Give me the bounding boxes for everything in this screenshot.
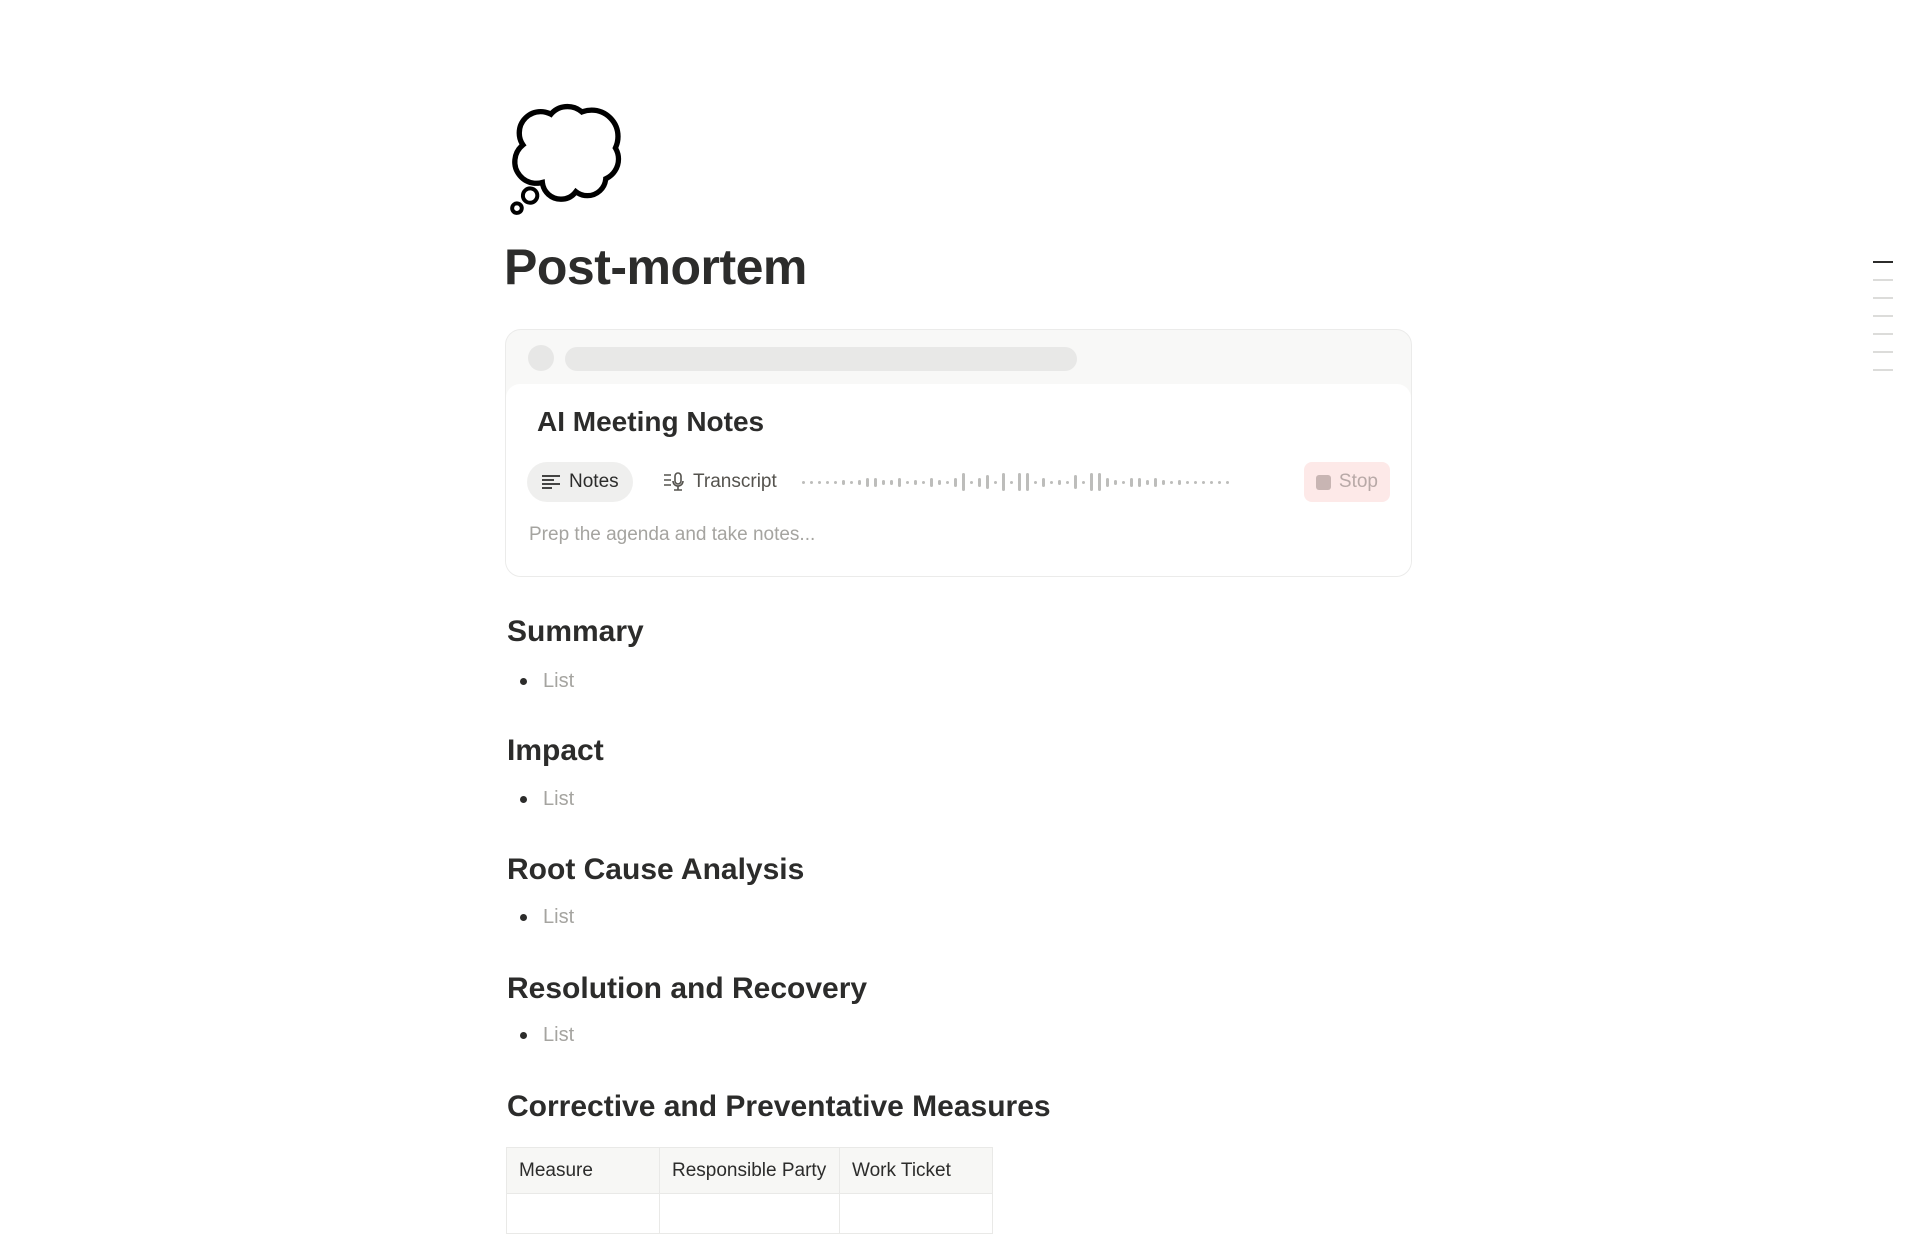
bullet-icon: [520, 678, 527, 685]
waveform-bar: [962, 473, 965, 491]
waveform-bar: [1186, 481, 1189, 484]
measures-table: [506, 1147, 993, 1234]
waveform-bar: [1130, 478, 1133, 487]
waveform-bar: [810, 481, 813, 484]
waveform-bar: [1034, 481, 1037, 484]
waveform-bar: [1106, 478, 1109, 487]
column-header[interactable]: Responsible Party: [660, 1148, 840, 1194]
waveform-bar: [970, 481, 973, 484]
waveform-bar: [1178, 480, 1181, 485]
waveform-bar: [1154, 478, 1157, 487]
heading-summary[interactable]: Summary: [507, 615, 644, 648]
waveform-bar: [1066, 481, 1069, 484]
heading-resolution[interactable]: Resolution and Recovery: [507, 972, 868, 1005]
bullet-icon: [520, 914, 527, 921]
list-text: List: [543, 670, 575, 692]
waveform-bar: [986, 475, 989, 489]
tab-label: Notes: [569, 471, 619, 492]
table-cell[interactable]: [660, 1194, 840, 1234]
bullet-icon: [520, 796, 527, 803]
waveform-bar: [954, 478, 957, 487]
bullet-icon: [520, 1032, 527, 1039]
notes-input[interactable]: Prep the agenda and take notes...: [529, 524, 816, 545]
waveform-bar: [1074, 475, 1077, 489]
waveform-bar: [1218, 481, 1221, 484]
tab-transcript[interactable]: [649, 462, 791, 502]
column-header[interactable]: Work Ticket: [840, 1148, 993, 1194]
waveform-bar: [946, 481, 949, 484]
waveform-bar: [874, 478, 877, 487]
waveform-bar: [1058, 480, 1061, 485]
waveform-bar: [1050, 481, 1053, 484]
audio-waveform: [802, 470, 1229, 494]
waveform-bar: [1090, 473, 1093, 491]
waveform-bar: [922, 481, 925, 484]
waveform-bar: [850, 481, 853, 484]
waveform-bar: [1146, 480, 1149, 485]
page-icon[interactable]: 💭: [506, 106, 626, 213]
waveform-bar: [978, 478, 981, 487]
meeting-title[interactable]: AI Meeting Notes: [537, 406, 765, 437]
waveform-bar: [906, 481, 909, 484]
list-item[interactable]: [520, 1024, 574, 1047]
skeleton-avatar: [528, 345, 554, 371]
lines-icon: [541, 474, 561, 490]
waveform-bar: [914, 480, 917, 485]
waveform-bar: [802, 481, 805, 484]
heading-root-cause[interactable]: Root Cause Analysis: [507, 853, 805, 886]
waveform-bar: [858, 480, 861, 485]
waveform-bar: [1026, 473, 1029, 491]
stop-icon: [1316, 475, 1331, 490]
waveform-bar: [1162, 480, 1165, 485]
waveform-bar: [818, 481, 821, 484]
stop-label: Stop: [1338, 471, 1378, 492]
waveform-bar: [866, 478, 869, 487]
waveform-bar: [882, 480, 885, 485]
waveform-bar: [1114, 480, 1117, 485]
list-text: List: [543, 788, 575, 810]
column-header[interactable]: Measure: [507, 1148, 660, 1194]
list-item[interactable]: [520, 670, 574, 693]
waveform-bar: [1210, 481, 1213, 484]
heading-corrective[interactable]: Corrective and Preventative Measures: [507, 1090, 1051, 1123]
waveform-bar: [890, 480, 893, 485]
waveform-bar: [842, 480, 845, 485]
waveform-bar: [1170, 481, 1173, 484]
waveform-bar: [1194, 481, 1197, 484]
table-of-contents[interactable]: [1873, 261, 1893, 387]
list-item[interactable]: [520, 788, 574, 811]
stop-button[interactable]: [1304, 462, 1390, 502]
waveform-bar: [1002, 473, 1005, 491]
waveform-bar: [1138, 478, 1141, 487]
waveform-bar: [1226, 481, 1229, 484]
skeleton-bar: [565, 347, 1077, 371]
table-cell[interactable]: [840, 1194, 993, 1234]
waveform-bar: [1042, 478, 1045, 487]
waveform-bar: [1098, 473, 1101, 491]
ai-meeting-notes-block: [505, 329, 1412, 577]
waveform-bar: [1010, 481, 1013, 484]
list-text: List: [543, 1024, 575, 1046]
table-cell[interactable]: [507, 1194, 660, 1234]
waveform-bar: [994, 481, 997, 484]
list-item[interactable]: [520, 906, 574, 929]
waveform-bar: [1122, 481, 1125, 484]
waveform-bar: [898, 478, 901, 487]
list-text: List: [543, 906, 575, 928]
loading-skeleton: [506, 330, 1411, 384]
waveform-bar: [834, 481, 837, 484]
tab-label: Transcript: [693, 471, 777, 492]
waveform-bar: [930, 478, 933, 487]
waveform-bar: [1202, 481, 1205, 484]
transcript-mic-icon: [663, 472, 685, 492]
heading-impact[interactable]: Impact: [507, 734, 604, 767]
tab-notes[interactable]: [527, 462, 633, 502]
waveform-bar: [1082, 481, 1085, 484]
waveform-bar: [826, 481, 829, 484]
waveform-bar: [938, 480, 941, 485]
waveform-bar: [1018, 473, 1021, 491]
page-title[interactable]: Post-mortem: [504, 239, 807, 295]
